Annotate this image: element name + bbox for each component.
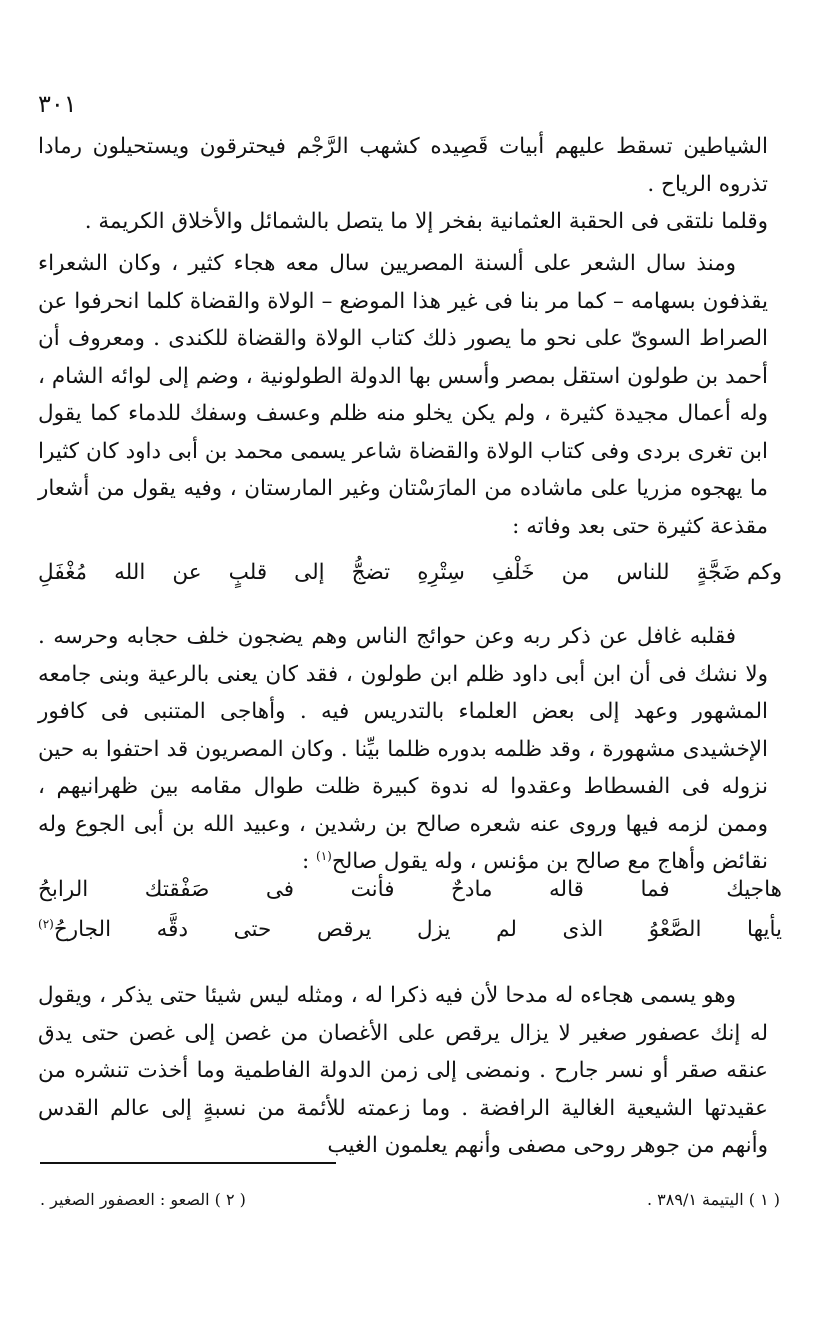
footnote-2: ( ٢ ) الصعو : العصفور الصغير . [40, 1190, 246, 1209]
paragraph-text [38, 618, 768, 881]
verse-word: للناس [616, 560, 670, 585]
verse-word: من [561, 560, 590, 585]
verse-word: فى [265, 877, 295, 902]
verse-word: عن [172, 560, 202, 585]
text-line: وقلما نلتقى فى الحقبة العثمانية بفخر إلا ما يتصل بالشمائل والأخلاق الكريمة . [84, 209, 768, 234]
verse-word: سِتْرِهِ [417, 560, 465, 585]
verse-word: صَفْقتك [144, 877, 210, 902]
verse-word: يزل [417, 917, 451, 942]
verse-word: الصَّعْوُ [648, 917, 702, 942]
footnote-ref-2: (٢) [38, 916, 54, 931]
poem-verse-1 [38, 556, 782, 590]
paragraph-text: ومنذ سال الشعر على ألسنة المصريين سال معه هجاء كثير ، وكان الشعراء يقذفون بسهامه – كما مر بنا فى غير هذا الموضع – الولاة والقضاة كلما انحرفوا عن الصراط السوىّ على نحو ما يصور ذلك كتاب الولاة والقضاة للكندى . ومعروف أن أحمد بن طولون استقل بمصر وأسس بها الدولة الطولونية ، وضم إلى لوائه الشام ، وله أعمال مجيدة كثيرة ، ولم يكن يخلو منه ظلم وعسف وسفك للدماء كما يقول ابن تغرى بردى وفى كتاب الولاة والقضاة شاعر يسمى محمد بن أبى داود كان كثيرا ما يهجوه مزريا على ماشاده من المارَسْتان وغير المارستان ، وفيه يقول من أشعار مقذعة كثيرة حتى بعد وفاته : [38, 251, 768, 539]
poem-verse-3 [38, 913, 782, 947]
verse-word: يأيها [747, 917, 782, 942]
verse-word: إلى [294, 560, 325, 585]
verse-word-with-ref [38, 913, 111, 947]
poem-verse-2 [38, 873, 782, 907]
footnote-divider [40, 1162, 336, 1164]
verse-word: الجارحُ [53, 917, 112, 942]
paragraph-continuation [38, 128, 768, 241]
paragraph-body: فقلبه غافل عن ذكر ربه وعن حوائج الناس وهم يضجون خلف حجابه وحرسه . ولا نشك فى أن ابن أبى داود ظلم ابن طولون ، فقد كان يعنى بالرعية وبنى جامعه المشهور وعهد إلى بعض العلماء بالتدريس فيه . وأهاجى المتنبى فى كافور الإخشيدى مشهورة ، وقد ظلمه بدوره ظلما بيِّنا . وكان المصريون قد احتفوا به حين نزوله فى الفسطاط وعقدوا له ندوة كبيرة ظلت طوال مقامه بين ظهرانيهم ، وممن لزمه فيها وروى عنه شعره صالح بن رشدين ، وعبيد الله بن أبى الجوع وله نقائض وأهاج مع صالح بن مؤنس ، وله يقول صالح [38, 624, 768, 874]
paragraph-mutanabbi [38, 618, 768, 881]
verse-word: هاجيك [726, 877, 782, 902]
footnote-ref-1: (١) [316, 848, 332, 863]
verse-word: فأنت [350, 877, 395, 902]
verse-word: وكم ضَجَّةٍ [696, 560, 782, 585]
page-number: ٣٠١ [38, 90, 77, 118]
verse-word: حتى [233, 917, 272, 942]
verse-word: مادحٌ [451, 877, 493, 902]
verse-word: مُغْفَلِ [38, 560, 88, 585]
verse-word: فما [640, 877, 670, 902]
paragraph-end: : [301, 849, 317, 874]
verse-word: الرابحُ [38, 877, 89, 902]
verse-word: دقَّه [156, 917, 189, 942]
verse-word: خَلْفِ [491, 560, 535, 585]
verse-word: يرقص [316, 917, 372, 942]
verse-word: الله [114, 560, 146, 585]
paragraph-text: وهو يسمى هجاءه له مدحا لأن فيه ذكرا له ، ومثله ليس شيئا حتى يذكر ، ويقول له إنك عصفور صغير لا يزال يرقص على الأغصان من غصن إلى غصن حتى يدق عنقه صقر أو نسر جارح . ونمضى إلى زمن الدولة الفاطمية وما أخذت تنشره من عقيدتها الشيعية الغالية الرافضة . وما زعمته للأئمة من نسبةٍ إلى عالم القدس وأنهم من جوهر روحى مصفى وأنهم يعلمون الغيب [38, 983, 768, 1158]
verse-word: تضجُّ [351, 560, 391, 585]
paragraph-satire-intro [38, 245, 768, 545]
text-line: الشياطين تسقط عليهم أبيات قَصِيده كشهب الرَّجْم فيحترقون ويستحيلون رمادا تذروه الرياح . [38, 134, 768, 197]
verse-word: لم [496, 917, 517, 942]
verse-word: الذى [562, 917, 604, 942]
footnotes [40, 1190, 780, 1209]
paragraph-fatimid [38, 977, 768, 1165]
verse-word: قاله [549, 877, 584, 902]
footnote-1: ( ١ ) اليتيمة ٣٨٩/١ . [647, 1190, 780, 1209]
verse-word: قلبٍ [228, 560, 268, 585]
